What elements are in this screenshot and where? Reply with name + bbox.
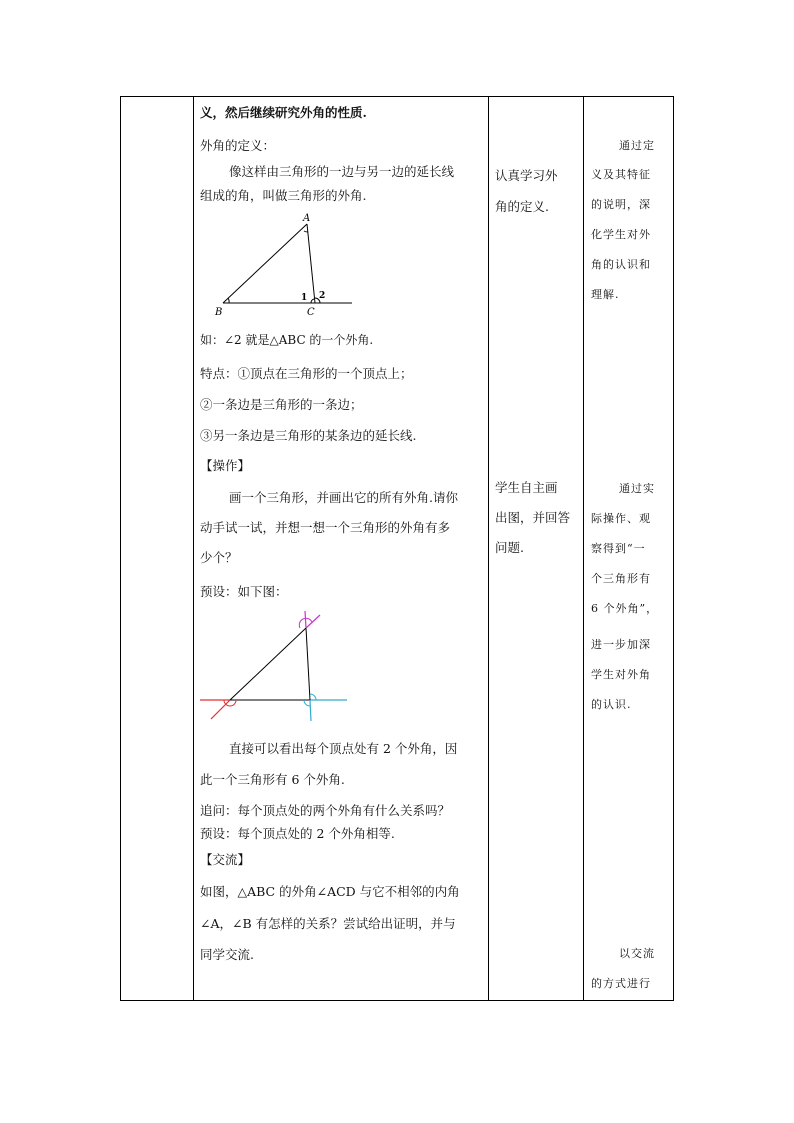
intro-line: 义，然后继续研究外角的性质. xyxy=(200,105,367,120)
operation-heading: 【操作】 xyxy=(200,458,251,473)
angle-1-arc xyxy=(311,299,314,303)
design-intent-column xyxy=(591,97,673,1000)
angle-1-label: 1 xyxy=(301,293,308,303)
design-intent-text: 进一步加深 xyxy=(591,638,651,651)
design-intent-text: 的认识. xyxy=(591,698,632,711)
observation-text: 直接可以看出每个顶点处有 2 个外角，因 xyxy=(229,741,458,756)
feature-2: ②一条边是三角形的一条边； xyxy=(200,397,363,412)
design-intent-text: 理解. xyxy=(591,288,620,301)
red-extension xyxy=(211,700,230,719)
feature-1: 特点：①顶点在三角形的一个顶点上； xyxy=(200,366,413,381)
cyan-extension xyxy=(310,700,311,721)
six-exterior-angles-figure xyxy=(200,609,360,729)
exchange-text: 同学交流. xyxy=(200,947,254,962)
exchange-text: 如图，△ABC 的外角∠ACD 与它不相邻的内角 xyxy=(200,884,460,899)
column-divider xyxy=(583,97,584,1000)
exterior-angle-figure xyxy=(205,209,365,321)
design-intent-text: 义及其特征 xyxy=(591,168,651,181)
exchange-text: ∠A，∠B 有怎样的关系？尝试给出证明，并与 xyxy=(200,916,456,931)
follow-up-answer: 预设：每个顶点处的 2 个外角相等. xyxy=(200,826,395,841)
design-intent-text: 角的认识和 xyxy=(591,258,651,271)
design-intent-text: 以交流 xyxy=(619,947,655,960)
vertex-a-label: A xyxy=(303,213,311,224)
vertex-b-label: B xyxy=(215,307,223,318)
definition-text: 组成的角，叫做三角形的外角. xyxy=(200,188,367,203)
operation-text: 少个？ xyxy=(200,550,238,565)
design-intent-text: 个三角形有 xyxy=(591,572,651,585)
magenta-extension xyxy=(305,611,306,628)
design-intent-text: 6 个外角”， xyxy=(591,602,659,615)
exchange-heading: 【交流】 xyxy=(200,852,251,867)
lesson-table xyxy=(120,96,674,1001)
design-intent-text: 通过定 xyxy=(619,139,655,152)
student-activity-column xyxy=(495,97,581,1000)
follow-up-question: 追问：每个顶点处的两个外角有什么关系吗？ xyxy=(200,803,451,818)
design-intent-text: 化学生对外 xyxy=(591,228,651,241)
cyan-angle-arc xyxy=(304,700,310,706)
design-intent-text: 际操作、观 xyxy=(591,512,651,525)
design-intent-text: 的方式进行 xyxy=(591,977,651,990)
magenta-extension xyxy=(306,615,320,628)
design-intent-text: 学生对外角 xyxy=(591,668,651,681)
student-activity-text: 认真学习外 xyxy=(495,168,558,183)
student-activity-text: 出图，并回答 xyxy=(495,510,571,525)
feature-3: ③另一条边是三角形的某条边的延长线. xyxy=(200,428,417,443)
example-text: 如：∠2 就是△ABC 的一个外角. xyxy=(200,333,374,347)
column-divider xyxy=(488,97,489,1000)
student-activity-text: 学生自主画 xyxy=(495,480,558,495)
student-activity-text: 角的定义. xyxy=(495,199,549,214)
preset-text: 预设：如下图： xyxy=(200,584,288,599)
design-intent-text: 的说明，深 xyxy=(591,198,651,211)
side-ab xyxy=(223,224,307,303)
design-intent-text: 察得到“一 xyxy=(591,542,646,555)
vertex-c-label: C xyxy=(307,307,315,318)
operation-text: 动手试一试，并想一想一个三角形的外角有多 xyxy=(200,520,451,535)
angle-b-arc xyxy=(228,298,229,303)
side-ac xyxy=(307,224,315,303)
definition-heading: 外角的定义： xyxy=(200,138,276,153)
observation-text: 此一个三角形有 6 个外角. xyxy=(200,772,345,787)
student-activity-text: 问题. xyxy=(495,540,524,555)
side-ab xyxy=(230,628,306,700)
cyan-angle-arc xyxy=(310,694,316,700)
side-ac xyxy=(306,628,310,700)
red-angle-arc xyxy=(224,700,236,706)
column-divider xyxy=(193,97,194,1000)
design-intent-text: 通过实 xyxy=(619,482,655,495)
definition-text: 像这样由三角形的一边与另一边的延长线 xyxy=(229,164,455,179)
operation-text: 画一个三角形，并画出它的所有外角.请你 xyxy=(229,490,458,505)
angle-2-label: 2 xyxy=(319,291,326,301)
teaching-content-column xyxy=(200,97,485,1000)
